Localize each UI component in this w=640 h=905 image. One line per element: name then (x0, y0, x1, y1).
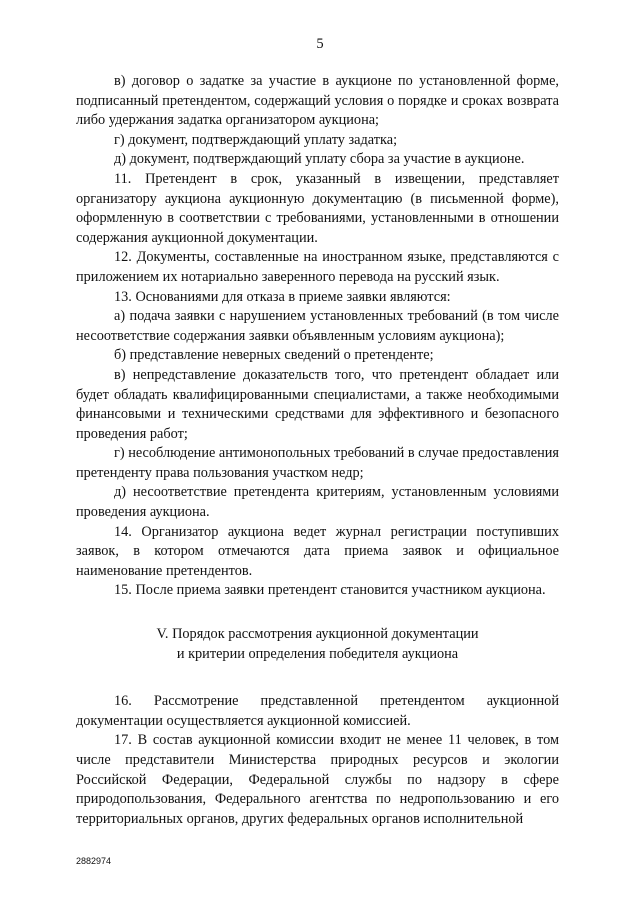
paragraph-13d: д) несоответствие претендента критериям, установленным условиями проведения аукциона. (76, 484, 559, 521)
paragraph-11: 11. Претендент в срок, указанный в извещении, представляет организатору аукциона аукционную документацию (в письменной форме), оформленную в соответствии с требованиями, установленными в отношении содержания аукционной документации. (76, 170, 559, 246)
paragraph-13g: г) несоблюдение антимонопольных требований в случае предоставления претенденту права пользования участком недр; (76, 445, 559, 481)
paragraph-v: в) договор о задатке за участие в аукционе по установленной форме, подписанный претендентом, содержащий условия о порядке и сроках возврата либо удержания задатка организатором аукциона; (76, 73, 559, 129)
section-title-line-2: и критерии определения победителя аукциона (176, 645, 459, 662)
paragraph-d: д) документ, подтверждающий уплату сбора за участие в аукционе. (114, 151, 525, 168)
section-title-line-1: V. Порядок рассмотрения аукционной документации (156, 626, 479, 643)
section-title (76, 625, 559, 664)
paragraph-13a: а) подача заявки с нарушением установленных требований (в том числе несоответствие содержания заявки объявленным условиям аукциона); (76, 308, 559, 344)
paragraph-g: г) документ, подтверждающий уплату задатка; (114, 131, 398, 148)
paragraph-13: 13. Основаниями для отказа в приеме заявки являются: (114, 288, 451, 305)
paragraph-12: 12. Документы, составленные на иностранном языке, представляются с приложением их нотариально заверенного перевода на русский язык. (76, 249, 559, 285)
paragraph-13b: б) представление неверных сведений о претенденте; (114, 347, 434, 364)
document-body (76, 72, 559, 829)
paragraph-14: 14. Организатор аукциона ведет журнал регистрации поступивших заявок, в котором отмечаются дата приема заявок и официальное наименование претендентов. (76, 523, 559, 579)
page-number: 5 (316, 36, 324, 52)
document-code: 2882974 (76, 856, 112, 866)
paragraph-15: 15. После приема заявки претендент становится участником аукциона. (114, 582, 546, 599)
paragraph-16: 16. Рассмотрение представленной претендентом аукционной документации осуществляется аукционной комиссией. (76, 693, 559, 729)
paragraph-13v: в) непредставление доказательств того, что претендент обладает или будет обладать квалифицированными специалистами, а также необходимыми финансовыми и техническими средствами для эффективного и безопасного проведения работ; (76, 366, 559, 442)
paragraph-17: 17. В состав аукционной комиссии входит не менее 11 человек, в том числе представители Министерства природных ресурсов и экологии Российской Федерации, Федеральной службы по надзору в сфере природопользования, Федерального агентства по недропользованию и его территориальных органов, других федеральных органов исполнительной (76, 732, 559, 827)
